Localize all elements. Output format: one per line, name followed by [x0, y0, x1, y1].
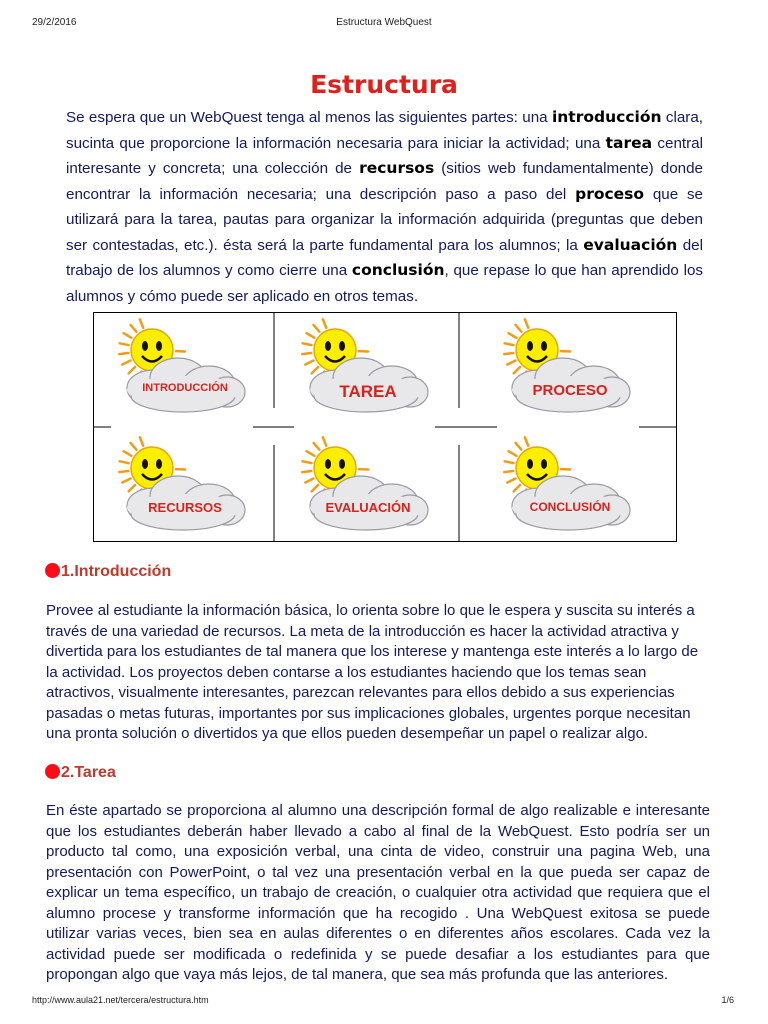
section-heading-text: 1.Introducción	[61, 563, 172, 580]
section-heading-introduccion	[45, 563, 171, 581]
intro-text: del trabajo de los alumnos y como cierre una	[66, 236, 703, 279]
section-body-introduccion: Provee al estudiante la información básica, lo orienta sobre lo que le espera y suscita su interés a través de una variedad de recursos. La meta de la introducción es hacer la actividad atractiva y divertida para los estudiantes de tal manera que los interese y mantenga este interés a lo largo de la actividad. Los proyectos deben contarse a los estudiantes haciendo que los temas sean atractivos, visualmente interesantes, parezcan relevantes para ellos debido a sus experiencias pasadas o metas futuras, importantes por sus implicaciones globales, urgentes porque necesitan una pronta solución o divertidos ya que ellos pueden desempeñar un papel o realizar algo.	[46, 602, 699, 742]
part-label: RECURSOS	[148, 500, 222, 515]
section-heading-tarea	[45, 764, 116, 782]
part-label: PROCESO	[532, 382, 608, 399]
sun-cloud-icon	[119, 437, 245, 530]
part-label: CONCLUSIÓN	[529, 500, 611, 514]
intro-text: , que repase lo que han aprendido los alumnos y cómo puede ser aplicado en otros temas.	[66, 262, 703, 305]
sun-cloud-icon	[302, 437, 428, 530]
print-header-title: Estructura WebQuest	[336, 17, 432, 28]
intro-keyword: introducción	[551, 108, 662, 126]
part-label: EVALUACIÓN	[325, 500, 411, 515]
intro-text: central interesante y concreta; una colección de	[66, 134, 703, 177]
intro-text: Se espera que un WebQuest tenga al menos las siguientes partes: una	[66, 109, 552, 126]
print-date: 29/2/2016	[32, 17, 77, 28]
intro-text: clara, sucinta que proporcione la información necesaria para iniciar la actividad; una	[66, 109, 704, 152]
sun-cloud-icon	[504, 437, 630, 530]
page-number: 1/6	[721, 995, 734, 1005]
sun-cloud-icon	[119, 319, 245, 412]
parts-grid	[93, 312, 677, 542]
part-label: INTRODUCCIÓN	[142, 382, 228, 394]
section-heading-text: 2.Tarea	[61, 764, 116, 781]
intro-text: que se utilizará para la tarea, pautas para organizar la información adquirida (preguntas que deben ser contestadas, etc.). ésta será la parte fundamental para los alumnos; la	[66, 185, 703, 254]
bullet-icon	[45, 764, 60, 779]
footer-url: http://www.aula21.net/tercera/estructura.htm	[32, 995, 209, 1005]
part-label: TAREA	[339, 382, 397, 401]
intro-keyword: evaluación	[583, 235, 678, 254]
page-title: Estructura	[310, 70, 458, 99]
intro-paragraph	[66, 105, 703, 309]
intro-keyword: proceso	[575, 184, 645, 203]
intro-keyword: tarea	[605, 133, 653, 152]
intro-keyword: recursos	[359, 159, 435, 177]
section-body-tarea: En éste apartado se proporciona al alumno una descripción formal de algo realizable e interesante que los estudiantes deberán haber llevado a cabo al final de la WebQuest. Esto podría ser un producto tal como, una exposición verbal, una cinta de video, construir una pagina Web, una presentación con PowerPoint, o tal vez una presentación verbal en la que pueda ser capaz de explicar un tema específico, un trabajo de creación, o cualquier otra actividad que requiera que el alumno procese y transforme información que ha recogido . Una WebQuest exitosa se puede utilizar varias veces, bien sea en aulas diferentes o en diferentes años escolares. Cada vez la actividad puede ser modificada o redefinida y se puede desafiar a los estudiantes para que propongan algo que vaya más lejos, de tal manera, que sea más profunda que las anteriores.	[46, 802, 710, 983]
bullet-icon	[45, 563, 60, 578]
intro-text: (sitios web fundamentalmente) donde encontrar la información necesaria; una descripción paso a paso del	[66, 160, 703, 203]
intro-keyword: conclusión	[351, 261, 445, 279]
